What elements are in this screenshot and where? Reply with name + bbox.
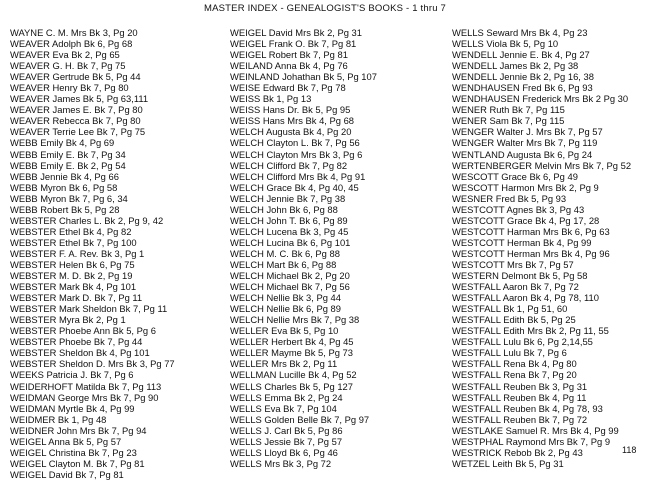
index-entry: WEBSTER Myra Bk 2, Pg 1: [10, 314, 126, 326]
index-entry: WEBSTER Mark Sheldon Bk 7, Pg 11: [10, 303, 168, 315]
index-entry: WELCH M. C. Bk 6, Pg 88: [230, 247, 340, 259]
index-entry: WENDELL Jennie Bk 2, Pg 16, 38: [452, 71, 594, 83]
index-entry: WELCH Nellie Bk 3, Pg 44: [230, 292, 341, 304]
index-entry: WELCH Clayton Mrs Bk 3, Pg 6: [230, 148, 363, 160]
index-entry: WESTFALL Rena Bk 4, Pg 80: [452, 358, 577, 370]
index-entry: WEIGEL Robert Bk 7, Pg 81: [230, 49, 348, 61]
index-entry: WELLS Golden Belle Bk 7, Pg 97: [230, 413, 370, 425]
index-entry: WESTFALL Lulu Bk 7, Pg 6: [452, 347, 567, 359]
index-entry: WEBSTER Sheldon Bk 4, Pg 101: [10, 347, 150, 359]
index-entry: WESTFALL Reuben Bk 3, Pg 31: [452, 380, 588, 392]
index-entry: WENTLAND Augusta Bk 6, Pg 24: [452, 148, 593, 160]
index-entry: WEAVER James Bk 5, Pg 63,111: [10, 93, 149, 105]
index-entry: WELLS Seward Mrs Bk 4, Pg 23: [452, 27, 588, 38]
page-title: MASTER INDEX - GENEALOGIST'S BOOKS - 1 thru 7: [203, 3, 447, 14]
index-entry: WESTCOTT Mrs Bk 7, Pg 57: [452, 258, 574, 270]
index-entry: WELLS J. Carl Bk 5, Pg 86: [230, 424, 343, 436]
index-entry: WELCH Lucena Bk 3, Pg 45: [230, 225, 349, 237]
index-entry: WESTFALL Aaron Bk 4, Pg 78, 110: [452, 292, 599, 304]
index-entry: WESTFALL Reuben Bk 4, Pg 78, 93: [452, 402, 603, 414]
index-entry: WEILAND Anna Bk 4, Pg 76: [230, 60, 348, 72]
index-entry: WESTPHAL Raymond Mrs Bk 7, Pg 9: [452, 435, 611, 447]
index-entry: WEISS Hans Mrs Bk 4, Pg 68: [230, 115, 354, 127]
index-entry: WEIGEL David Bk 7, Pg 81: [10, 468, 124, 480]
index-entry: WELCH Lucina Bk 6, Pg 101: [230, 236, 351, 248]
index-entry: WELCH Clifford Bk 7, Pg 82: [230, 159, 348, 171]
index-entry: WELCH Michael Bk 2, Pg 20: [230, 270, 350, 282]
index-entry: WEBSTER Phoebe Bk 7, Pg 44: [10, 336, 143, 348]
index-entry: WEIDMAN Myrtle Bk 4, Pg 99: [10, 402, 135, 414]
index-entry: WAYNE C. M. Mrs Bk 3, Pg 20: [10, 27, 138, 38]
index-entry: WESTFALL Reuben Bk 4, Pg 11: [452, 391, 587, 403]
index-entry: WEAVER Adolph Bk 6, Pg 68: [10, 38, 133, 50]
index-entry: WENER Sam Bk 7, Pg 115: [452, 115, 565, 127]
index-column-1: [10, 27, 220, 480]
index-entry: WELLS Mrs Bk 3, Pg 72: [230, 457, 332, 469]
index-entry: WEISS Bk 1, Pg 13: [230, 93, 312, 105]
index-entry: WELCH Nellie Mrs Bk 7, Pg 38: [230, 314, 360, 326]
index-entry: WEBB Jennie Bk 4, Pg 66: [10, 170, 119, 182]
index-entry: WELLMAN Lucille Bk 4, Pg 52: [230, 369, 357, 381]
index-entry: WEBSTER Helen Bk 6, Pg 75: [10, 258, 135, 270]
index-entry: WELLS Emma Bk 2, Pg 24: [230, 391, 343, 403]
index-entry: WESCOTT Harmon Mrs Bk 2, Pg 9: [452, 181, 599, 193]
index-entry: WEBB Emily E. Bk 2, Pg 54: [10, 159, 126, 171]
index-entry: WEAVER G. H. Bk 7, Pg 75: [10, 60, 126, 72]
page-number: 118: [622, 445, 637, 455]
index-entry: WEAVER Henry Bk 7, Pg 80: [10, 82, 129, 94]
index-entry: WEBB Myron Bk 6, Pg 58: [10, 181, 118, 193]
index-entry: WELLS Charles Bk 5, Pg 127: [230, 380, 353, 392]
index-entry: WELLS Lloyd Bk 6, Pg 46: [230, 446, 338, 458]
index-entry: WELLS Eva Bk 7, Pg 104: [230, 402, 337, 414]
index-entry: WEIDMER Bk 1, Pg 48: [10, 413, 107, 425]
index-entry: WESTFALL Bk 1, Pg 51, 60: [452, 303, 568, 315]
index-entry: WESTCOTT Herman Mrs Bk 4, Pg 96: [452, 247, 610, 259]
index-entry: WEINLAND Johathan Bk 5, Pg 107: [230, 71, 377, 83]
index-entry: WELLER Herbert Bk 4, Pg 45: [230, 336, 354, 348]
index-entry: WELCH Grace Bk 4, Pg 40, 45: [230, 181, 359, 193]
index-entry: WESTCOTT Agnes Bk 3, Pg 43: [452, 203, 585, 215]
index-entry: WEIGEL Clayton M. Bk 7, Pg 81: [10, 457, 145, 469]
index-entry: WEIDERHOFT Matilda Bk 7, Pg 113: [10, 380, 162, 392]
index-entry: WENGER Walter Mrs Bk 7, Pg 119: [452, 137, 598, 149]
index-entry: WESTFALL Edith Bk 5, Pg 25: [452, 314, 576, 326]
index-entry: WEAVER Terrie Lee Bk 7, Pg 75: [10, 126, 146, 138]
index-entry: WEBB Emily E. Bk 7, Pg 34: [10, 148, 126, 160]
index-entry: WENDELL Jennie E. Bk 4, Pg 27: [452, 49, 590, 61]
index-entry: WESTCOTT Herman Bk 4, Pg 99: [452, 236, 592, 248]
index-entry: WEIGEL David Mrs Bk 2, Pg 31: [230, 27, 362, 38]
index-entry: WETZEL Leith Bk 5, Pg 31: [452, 457, 564, 469]
index-entry: WERTENBERGER Melvin Mrs Bk 7, Pg 52: [452, 159, 632, 171]
index-column-2: [230, 27, 440, 469]
index-entry: WEIGEL Anna Bk 5, Pg 57: [10, 435, 122, 447]
index-entry: WESTRICK Rebob Bk 2, Pg 43: [452, 446, 583, 458]
index-entry: WENDHAUSEN Frederick Mrs Bk 2 Pg 30: [452, 93, 629, 105]
index-entry: WELLER Mayme Bk 5, Pg 73: [230, 347, 353, 359]
index-entry: WEBB Myron Bk 7, Pg 6, 34: [10, 192, 128, 204]
index-entry: WEIDMAN George Mrs Bk 7, Pg 90: [10, 391, 159, 403]
index-entry: WEAVER Gertrude Bk 5, Pg 44: [10, 71, 141, 83]
index-entry: WEBSTER Mark Bk 4, Pg 101: [10, 281, 137, 293]
index-entry: WEAVER Eva Bk 2, Pg 65: [10, 49, 120, 61]
index-entry: WEIDNER John Mrs Bk 7, Pg 94: [10, 424, 147, 436]
index-entry: WENDELL James Bk 2, Pg 38: [452, 60, 579, 72]
index-entry: WELCH Mart Bk 6, Pg 88: [230, 258, 337, 270]
index-entry: WEBSTER Ethel Bk 7, Pg 100: [10, 236, 137, 248]
index-entry: WESCOTT Grace Bk 6, Pg 49: [452, 170, 578, 182]
index-column-3: [452, 27, 648, 469]
index-entry: WEBSTER M. D. Bk 2, Pg 19: [10, 270, 133, 282]
index-entry: WELCH Clayton L. Bk 7, Pg 56: [230, 137, 360, 149]
index-entry: WESTERN Delmont Bk 5, Pg 58: [452, 270, 588, 282]
index-entry: WEBSTER Ethel Bk 4, Pg 82: [10, 225, 132, 237]
index-entry: WESTCOTT Harman Mrs Bk 6, Pg 63: [452, 225, 610, 237]
index-entry: WELLER Eva Bk 5, Pg 10: [230, 325, 339, 337]
index-entry: WELCH John Bk 6, Pg 88: [230, 203, 338, 215]
index-entry: WEISS Hans Dr. Bk 5, Pg 95: [230, 104, 351, 116]
index-entry: WEIGEL Christina Bk 7, Pg 23: [10, 446, 137, 458]
index-entry: WESTFALL Aaron Bk 7, Pg 72: [452, 281, 579, 293]
index-entry: WEIGEL Frank O. Bk 7, Pg 81: [230, 38, 357, 50]
index-entry: WELCH Michael Bk 7, Pg 56: [230, 281, 350, 293]
index-entry: WEISE Edward Bk 7, Pg 78: [230, 82, 346, 94]
index-entry: WENDHAUSEN Fred Bk 6, Pg 93: [452, 82, 593, 94]
index-entry: WELLER Mrs Bk 2, Pg 11: [230, 358, 338, 370]
index-entry: WEBSTER Charles L. Bk 2, Pg 9, 42: [10, 214, 164, 226]
index-entry: WENER Ruth Bk 7, Pg 115: [452, 104, 565, 116]
index-entry: WESTFALL Rena Bk 7, Pg 20: [452, 369, 577, 381]
index-entry: WELCH Augusta Bk 4, Pg 20: [230, 126, 352, 138]
index-entry: WENGER Walter J. Mrs Bk 7, Pg 57: [452, 126, 603, 138]
index-entry: WESTFALL Edith Mrs Bk 2, Pg 11, 55: [452, 325, 609, 337]
index-entry: WELCH John T. Bk 6, Pg 89: [230, 214, 348, 226]
index-entry: WELLS Viola Bk 5, Pg 10: [452, 38, 559, 50]
index-entry: WEBB Robert Bk 5, Pg 28: [10, 203, 120, 215]
index-entry: WEBB Emily Bk 4, Pg 69: [10, 137, 115, 149]
index-entry: WEBSTER Sheldon D. Mrs Bk 3, Pg 77: [10, 358, 175, 370]
index-entry: WELCH Jennie Bk 7, Pg 38: [230, 192, 346, 204]
index-entry: WEAVER Rebecca Bk 7, Pg 80: [10, 115, 141, 127]
index-entry: WESTFALL Reuben Bk 7, Pg 72: [452, 413, 588, 425]
index-entry: WELLS Jessie Bk 7, Pg 57: [230, 435, 343, 447]
index-entry: WEEKS Patricia J. Bk 7, Pg 6: [10, 369, 134, 381]
index-entry: WESTFALL Lulu Bk 6, Pg 2,14,55: [452, 336, 593, 348]
index-entry: WEBSTER Phoebe Ann Bk 5, Pg 6: [10, 325, 156, 337]
index-entry: WEBSTER Mark D. Bk 7, Pg 11: [10, 292, 143, 304]
index-entry: WESNER Fred Bk 5, Pg 93: [452, 192, 567, 204]
index-entry: WESTLAKE Samuel R. Mrs Bk 4, Pg 99: [452, 424, 619, 436]
index-entry: WESTCOTT Grace Bk 4, Pg 17, 28: [452, 214, 600, 226]
index-entry: WEBSTER F. A. Rev. Bk 3, Pg 1: [10, 247, 145, 259]
index-entry: WELCH Nellie Bk 6, Pg 89: [230, 303, 341, 315]
index-entry: WEAVER James E. Bk 7, Pg 80: [10, 104, 143, 116]
index-entry: WELCH Clifford Mrs Bk 4, Pg 91: [230, 170, 366, 182]
